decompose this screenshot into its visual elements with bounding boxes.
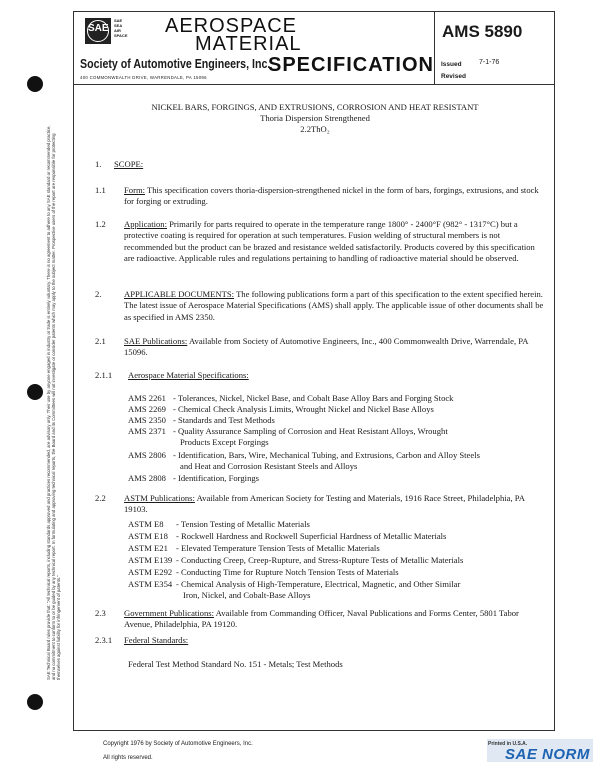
ams-desc: - Identification, Bars, Wire, Mechanical Tubing, and Extrusions, Carbon and Alloy Steels [173,450,480,460]
copyright: Copyright 1976 by Society of Automotive Engineers, Inc. [103,741,253,747]
title-specification: SPECIFICATION [268,54,434,76]
ams-code: AMS 2350 [128,415,166,425]
ams-desc: - Quality Assurance Sampling of Corrosion and Heat Resistant Alloys, Wrought [173,426,448,436]
ams-code: AMS 2806 [128,450,166,460]
astm-desc: - Rockwell Hardness and Rockwell Superficial Hardness of Metallic Materials [176,531,447,541]
section-num: 2.3.1 [95,635,113,645]
binder-hole [27,76,43,92]
ams-desc: - Standards and Test Methods [173,415,275,425]
astm-code: ASTM E292 [128,567,173,577]
ams-code: AMS 2808 [128,473,166,483]
doc-title: NICKEL BARS, FORGINGS, AND EXTRUSIONS, CORROSION AND HEAT RESISTANT [151,102,479,112]
astm-desc: - Chemical Analysis of High-Temperature, Electrical, Magnetic, and Other Similar [176,579,461,589]
astm-desc: - Elevated Temperature Tension Tests of Metallic Materials [176,543,380,553]
issued-date: 7-1-76 [479,59,500,66]
doc-subtitle: Thoria Dispersion Strengthened [260,113,370,123]
logo-caption: SAE SEA AIR SPACE [114,18,128,38]
section-num: 2.2 [95,493,106,503]
revised-label: Revised [441,73,466,80]
astm-desc: - Conducting Time for Rupture Notch Tension Tests of Materials [176,567,399,577]
sae-technical-board-notice [45,120,61,680]
printed-in-usa: Printed in U.S.A. [488,741,528,747]
section-num: 2.1 [95,336,106,346]
astm-code: ASTM E354 [128,579,173,589]
doc-composition: 2.2ThO₂ [300,124,330,134]
section-num: 2.3 [95,608,106,618]
section-sae-publications: SAE Publications: Available from Society of Automotive Engineers, Inc., 400 Commonwealth Drive, Warrendale, PA 15096. [124,336,528,358]
society-name: Society of Automotive Engineers, Inc. [80,57,271,71]
section-government-publications: Government Publications: Available from Commanding Officer, Naval Publications and Forms Center, 5801 Tabor Avenue, Philadelphia, PA 19120. [124,608,519,630]
title-material: MATERIAL [195,33,302,55]
binder-hole [27,694,43,710]
section-num: 1. [95,159,102,169]
section-form: Form: This specification covers thoria-dispersion-strengthened nickel in the form of bars, forgings, extrusions, and stock for forging or extruding. [124,185,539,207]
notice-text: SAE Technical Board rules provide that: "All technical reports, including standards approved and practices recommended, are advisory only. Their use by anyone engaged in industry or trade is entirely voluntary. There is no agreement to adhere to any SAE standard or recommended practice, and no commitment to conform to or be guided by any technical report. In formulating and approving technical reports, the Board and its Committees will not investigate or consider patents which may apply to the subject matter. Prospective users of the report are responsible for protecting themselves against liability for infringement of patents." [45,125,61,680]
issued-label: Issued [441,61,462,68]
society-address: 400 COMMONWEALTH DRIVE, WARRENDALE, PA 15096 [80,75,207,80]
astm-code: ASTM E139 [128,555,173,565]
astm-code: ASTM E8 [128,519,164,529]
ams-code: AMS 2261 [128,393,166,403]
ams-desc: - Identification, Forgings [173,473,260,483]
section-heading-federal: Federal Standards: [124,635,189,645]
ams-code: AMS 2371 [128,426,166,436]
section-heading-ams: Aerospace Material Specifications: [128,370,249,380]
sae-logo-icon: SAE [85,18,111,44]
ams-code: AMS 2269 [128,404,166,414]
title-aerospace: AEROSPACE [165,15,297,37]
section-astm-publications: ASTM Publications: Available from American Society for Testing and Materials, 1916 Race Street, Philadelphia, PA 19103. [124,493,525,515]
header-divider [73,84,555,85]
section-num: 2. [95,289,102,299]
section-num: 1.2 [95,219,106,229]
astm-code: ASTM E18 [128,531,168,541]
sae-norm-stamp: SAE NORM [505,746,590,763]
rights-reserved: All rights reserved. [103,755,153,761]
astm-code: ASTM E21 [128,543,168,553]
header-vertical-divider [434,11,435,85]
ams-desc-cont: Products Except Forgings [180,437,269,447]
doc-number: AMS 5890 [442,22,523,41]
section-application: Application: Primarily for parts required to operate in the temperature range 1800° - 2400°F (982° - 1317°C) but a protective coating is required for operation at such temperatures. Fusion welding of structural members is not recommended but the product can be brazed and resistance welded satisfactorily. Products covered by this specification are radioactive. Applicable rules and regulations pertaining to handling of radioactive material should be observed. [124,219,535,264]
section-applicable-documents: APPLICABLE DOCUMENTS: The following publications form a part of this specification to the extent specified herein. The latest issue of Aerospace Material Specifications (AMS) shall apply. The applicable issue of other documents shall be as specified in AMS 2350. [124,289,544,322]
ams-desc: - Tolerances, Nickel, Nickel Base, and Cobalt Base Alloy Bars and Forging Stock [173,393,454,403]
binder-hole [27,384,43,400]
ams-desc: - Chemical Check Analysis Limits, Wrought Nickel and Nickel Base Alloys [173,404,434,414]
ams-desc-cont: and Heat and Corrosion Resistant Steels and Alloys [180,461,358,471]
section-heading-scope: SCOPE: [114,159,144,169]
section-num: 1.1 [95,185,106,195]
astm-desc: - Tension Testing of Metallic Materials [176,519,310,529]
astm-desc: - Conducting Creep, Creep-Rupture, and Stress-Rupture Tests of Metallic Materials [176,555,464,565]
federal-standard-item: Federal Test Method Standard No. 151 - Metals; Test Methods [128,659,343,669]
astm-desc-cont: Iron, Nickel, and Cobalt-Base Alloys [183,590,311,600]
section-num: 2.1.1 [95,370,113,380]
